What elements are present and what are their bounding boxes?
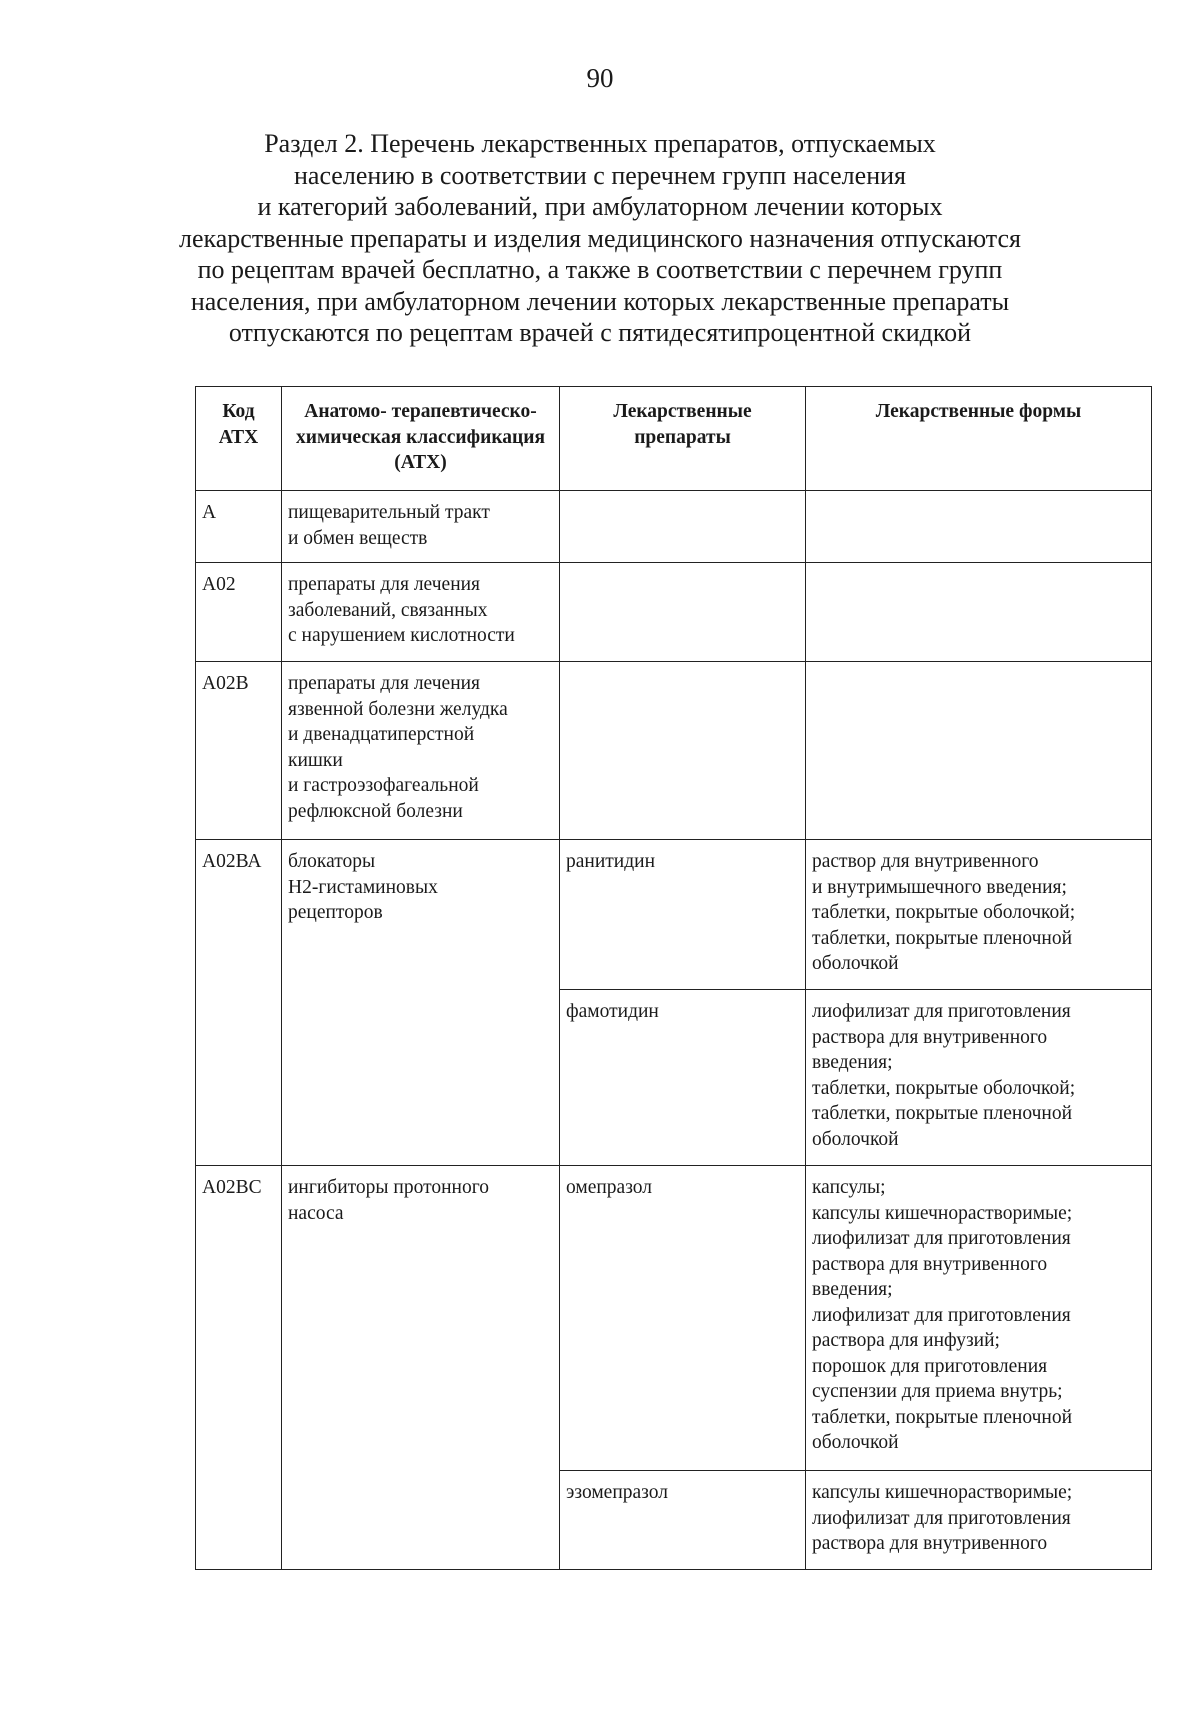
section-heading [150, 128, 1050, 349]
drug-cell [560, 491, 806, 563]
atx-drug-table [195, 386, 1152, 1570]
classification-cell: препараты для лечения язвенной болезни желудка и двенадцатиперстной кишки и гастроэзофагеальной рефлюксной болезни [282, 662, 560, 840]
drug-cell [560, 563, 806, 662]
table-row [196, 840, 1152, 990]
header-drugs: Лекарственные препараты [560, 387, 806, 491]
heading-line: Раздел 2. Перечень лекарственных препаратов, отпускаемых [264, 129, 936, 158]
header-classification: Анатомо- терапевтическо- химическая классификация (АТХ) [282, 387, 560, 491]
drug-cell: ранитидин [560, 840, 806, 990]
drug-cell: эзомепразол [560, 1471, 806, 1570]
drug-cell: омепразол [560, 1166, 806, 1471]
classification-cell: ингибиторы протонного насоса [282, 1166, 560, 1570]
forms-cell [806, 563, 1152, 662]
table-row [196, 491, 1152, 563]
header-code: Код АТХ [196, 387, 282, 491]
table-row [196, 1166, 1152, 1471]
drug-cell: фамотидин [560, 990, 806, 1166]
heading-line: населению в соответствии с перечнем групп населения [294, 160, 906, 190]
classification-cell: препараты для лечения заболеваний, связанных с нарушением кислотности [282, 563, 560, 662]
heading-line: лекарственные препараты и изделия медицинского назначения отпускаются [178, 223, 1021, 253]
drug-cell [560, 662, 806, 840]
forms-cell: капсулы; капсулы кишечнорастворимые; лиофилизат для приготовления раствора для внутривенного введения; лиофилизат для приготовления раствора для инфузий; порошок для приготовления суспензии для приема внутрь; таблетки, покрытые пленочной оболочкой [806, 1166, 1152, 1471]
table-row [196, 662, 1152, 840]
code-cell: А02В [196, 662, 282, 840]
code-cell: А [196, 491, 282, 563]
forms-cell: капсулы кишечнорастворимые; лиофилизат для приготовления раствора для внутривенного [806, 1471, 1152, 1570]
forms-cell [806, 662, 1152, 840]
code-cell: А02ВС [196, 1166, 282, 1570]
heading-line: населения, при амбулаторном лечении которых лекарственные препараты [190, 286, 1010, 316]
code-cell: А02ВА [196, 840, 282, 1166]
forms-cell: раствор для внутривенного и внутримышечного введения; таблетки, покрытые оболочкой; таблетки, покрытые пленочной оболочкой [806, 840, 1152, 990]
classification-cell: пищеварительный тракт и обмен веществ [282, 491, 560, 563]
forms-cell [806, 491, 1152, 563]
heading-line: отпускаются по рецептам врачей с пятидесятипроцентной скидкой [228, 318, 972, 347]
forms-cell: лиофилизат для приготовления раствора для внутривенного введения; таблетки, покрытые оболочкой; таблетки, покрытые пленочной оболочкой [806, 990, 1152, 1166]
heading-line: по рецептам врачей бесплатно, а также в соответствии с перечнем групп [197, 255, 1003, 284]
table-header-row [196, 387, 1152, 491]
classification-cell: блокаторы Н2-гистаминовых рецепторов [282, 840, 560, 1166]
code-cell: А02 [196, 563, 282, 662]
heading-line: и категорий заболеваний, при амбулаторном лечении которых [257, 192, 943, 221]
page-number: 90 [586, 63, 614, 93]
table-row [196, 563, 1152, 662]
header-forms: Лекарственные формы [806, 387, 1152, 491]
